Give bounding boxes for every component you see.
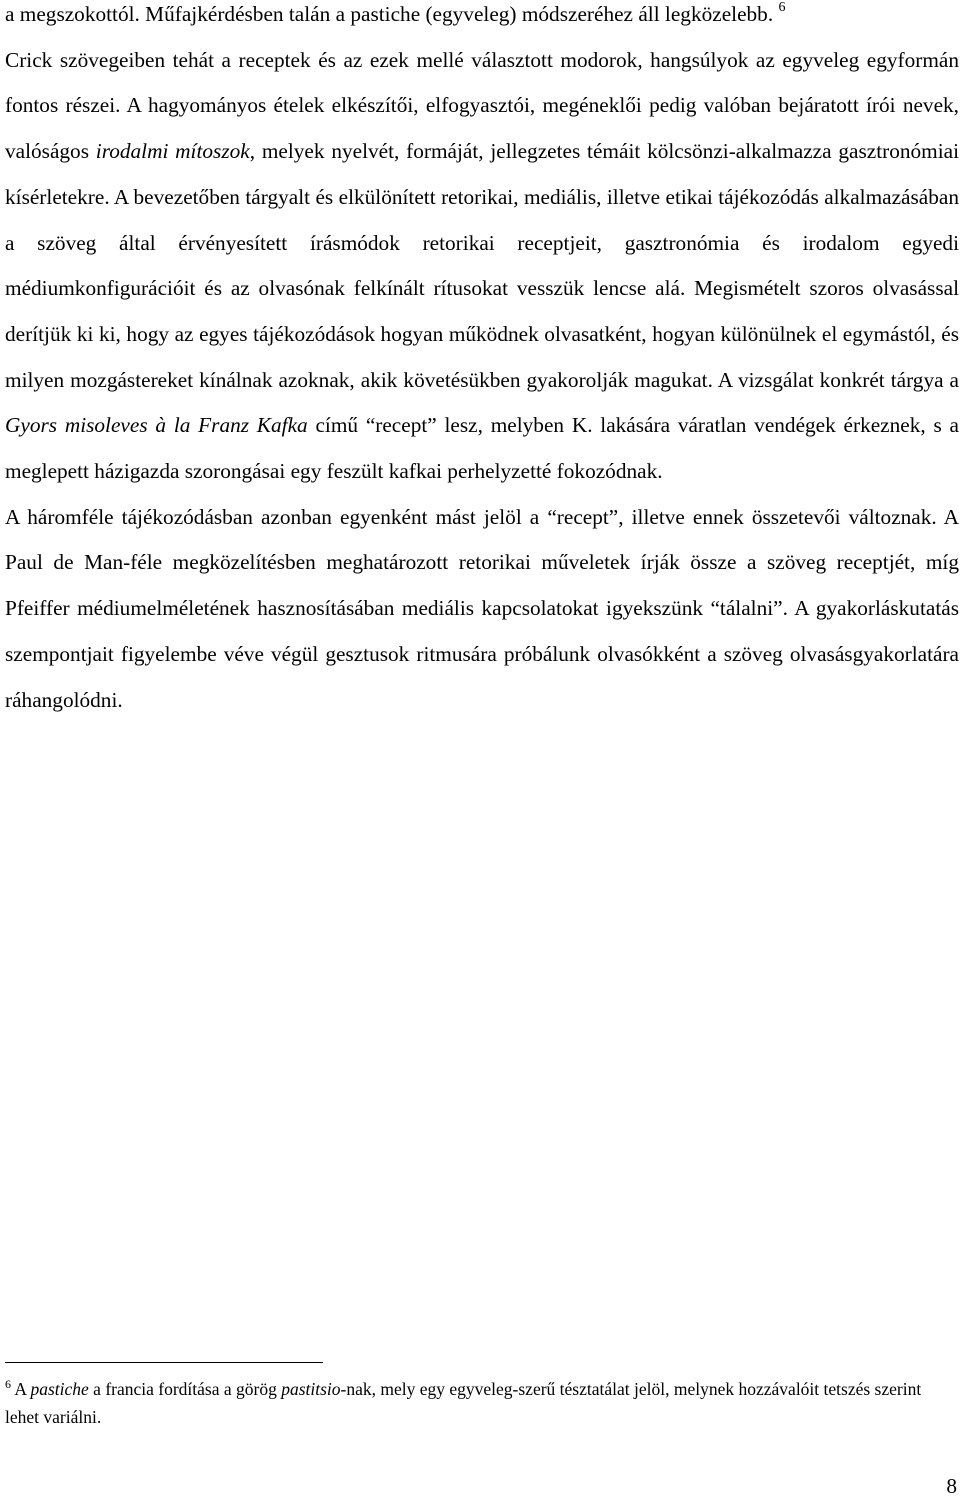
paragraph-text: A háromféle tájékozódásban azonban egyenként mást jelöl a “recept”, illetve ennek összetevői változnak. A Paul de Man-féle megközelítésben meghatározott retorikai műveletek írják össze a szöveg receptjét, míg Pfeiffer médiumelméletének hasznosításában mediális kapcsolatokat igyekszünk “tálalni”. A gyakorláskutatás szempontjait figyelembe véve végül gesztusok ritmusára próbálunk olvasókként a szöveg olvasásgyakorlatára ráhangolódni. [5,504,959,712]
paragraph-1 [5,0,959,38]
italic-title: Gyors misoleves à la Franz Kafka [5,413,308,438]
footnote-number: 6 [5,1377,11,1391]
paragraph-2 [5,38,959,495]
footnote-text: a francia fordítása a görög [88,1379,282,1399]
page-number: 8 [946,1474,957,1498]
paragraph-text: a megszokottól. Műfajkérdésben talán a pastiche (egyveleg) módszeréhez áll legközelebb. [5,2,779,26]
paragraph-text: című “recept” lesz, melyben K. lakására váratlan vendégek érkeznek, s a meglepett házigazda szorongásai egy feszült kafkai perhelyzetté fokozódnak. [5,413,959,484]
footnote [5,1375,959,1431]
footnote-reference: 6 [778,0,786,15]
footnote-italic: pastitsio [281,1379,341,1399]
footnote-italic: pastiche [30,1379,89,1399]
italic-phrase: irodalmi mítoszok [95,139,250,164]
footnote-text: A [11,1379,31,1399]
paragraph-text: Crick szövegeiben tehát a receptek és az ezek mellé választott modorok, hangsúlyok az egyveleg egyformán fontos részei. A hagyományos ételek elkészítői, elfogyasztói, megéneklői pedig valóban bejáratott írói nevek, valóságos [5,47,959,164]
paragraph-3 [5,495,959,724]
footnote-text: -nak, mely egy egyveleg-szerű tésztatálat jelöl, melynek hozzávalóit tetszés szerint lehet variálni. [5,1379,922,1427]
body-text [5,0,959,723]
paragraph-text: , melyek nyelvét, formáját, jellegzetes témáit kölcsönzi-alkalmazza gasztronómiai kísérletekre. A bevezetőben tárgyalt és elkülönített retorikai, mediális, illetve etikai tájékozódás alkalmazásában a szöveg által érvényesített írásmódok retorikai receptjeit, gasztronómia és irodalom egyedi médiumkonfigurációit és az olvasónak felkínált rítusokat vesszük lencse alá. Megismételt szoros olvasással derítjük ki ki, hogy az egyes tájékozódások hogyan működnek olvasatként, hogyan különülnek el egymástól, és milyen mozgástereket kínálnak azoknak, akik követésükben gyakorolják magukat. A vizsgálat konkrét tárgya a [5,139,959,392]
footnote-separator [5,1362,323,1363]
